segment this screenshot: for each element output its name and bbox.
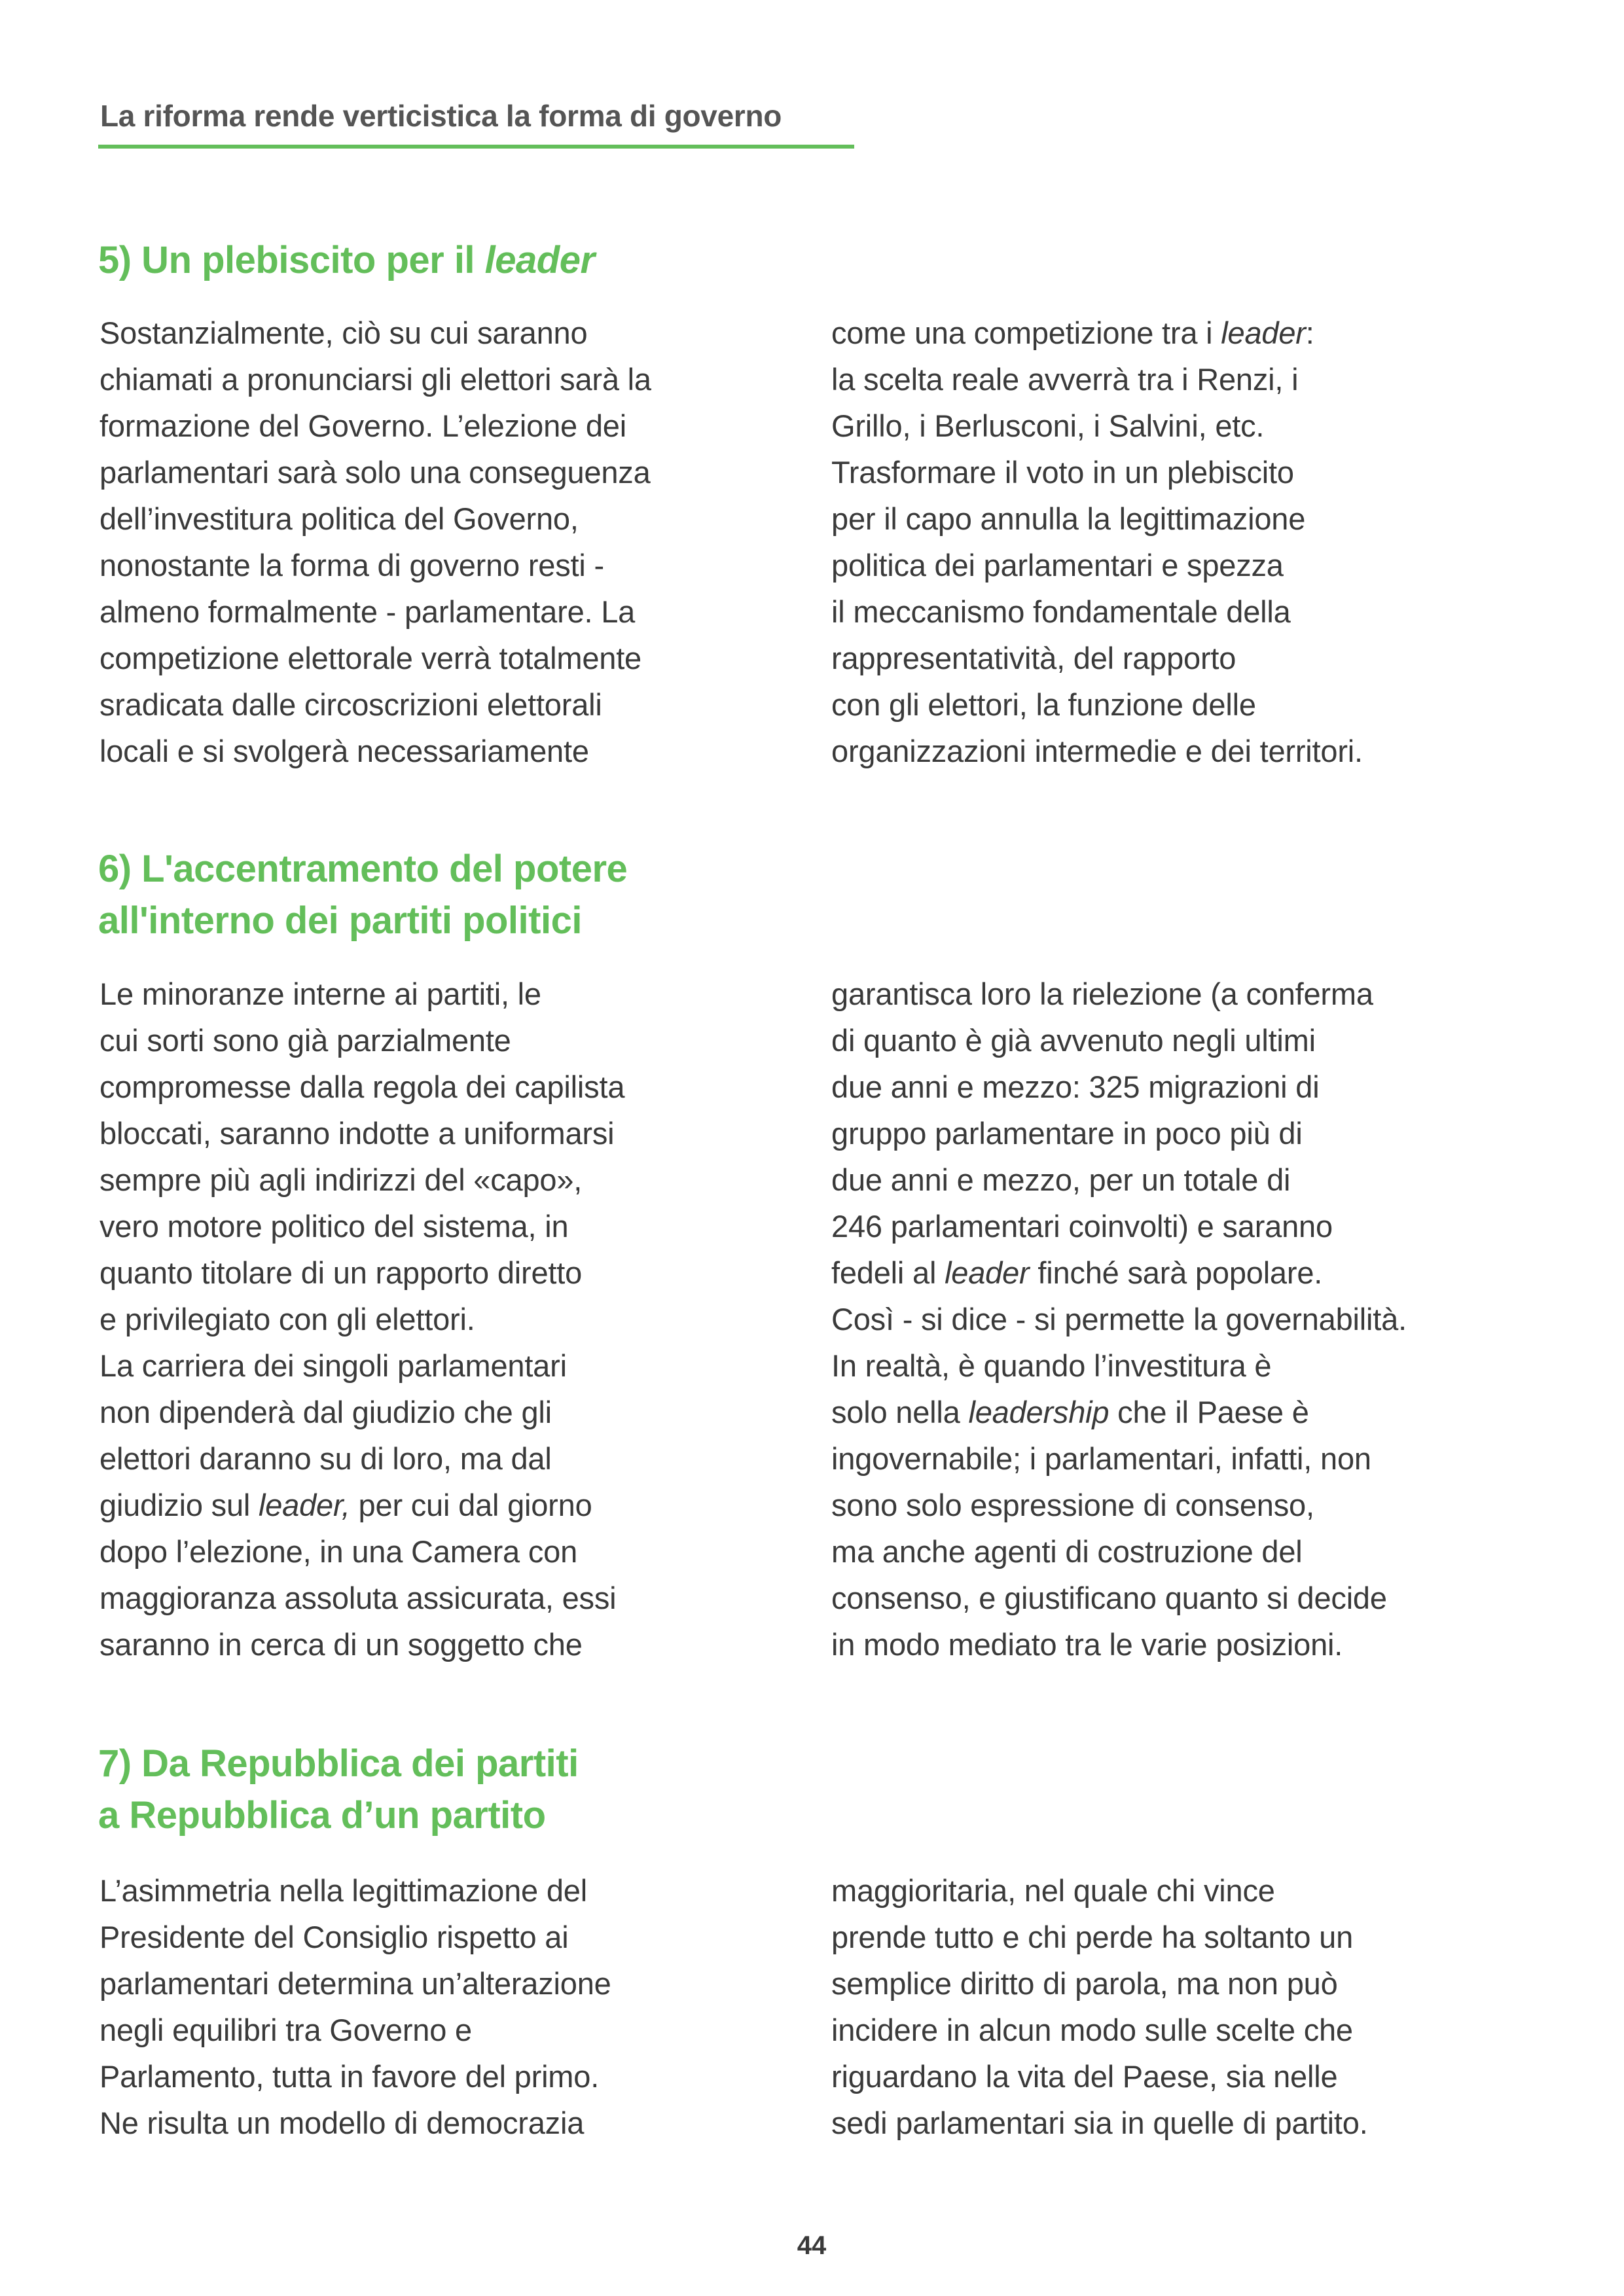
text-line xyxy=(99,1482,624,1528)
text-segment: la scelta reale avverrà tra i Renzi, i xyxy=(831,362,1299,397)
text-line xyxy=(831,1110,1407,1157)
text-segment: formazione del Governo. L’elezione dei xyxy=(99,408,626,443)
section-heading xyxy=(98,234,595,286)
text-segment: La carriera dei singoli parlamentari xyxy=(99,1348,567,1383)
text-line xyxy=(99,542,651,588)
text-line xyxy=(831,1867,1368,1914)
section-left-column xyxy=(99,1867,611,2146)
text-segment: gruppo parlamentare in poco più di xyxy=(831,1116,1303,1151)
text-segment: e privilegiato con gli elettori. xyxy=(99,1302,475,1336)
page-number: 44 xyxy=(797,2231,827,2260)
text-line xyxy=(99,356,651,403)
text-line xyxy=(831,728,1363,774)
text-segment: con gli elettori, la funzione delle xyxy=(831,687,1256,722)
text-line xyxy=(99,2007,611,2053)
text-segment: locali e si svolgerà necessariamente xyxy=(99,734,589,768)
text-line xyxy=(831,495,1363,542)
section-left-column xyxy=(99,310,651,774)
text-line xyxy=(99,1621,624,1668)
text-segment: 6) L'accentramento del potere xyxy=(98,848,628,890)
text-line xyxy=(831,635,1363,681)
text-segment: organizzazioni intermedie e dei territori. xyxy=(831,734,1363,768)
text-segment: per cui dal giorno xyxy=(350,1488,592,1522)
text-line xyxy=(831,1017,1407,1064)
text-segment: compromesse dalla regola dei capilista xyxy=(99,1069,625,1104)
section-heading xyxy=(98,1738,579,1841)
text-line xyxy=(831,2100,1368,2146)
italic-text: leader xyxy=(1221,315,1306,350)
text-line xyxy=(98,843,627,895)
text-segment: : xyxy=(1305,315,1314,350)
text-line xyxy=(831,356,1363,403)
text-segment: Le minoranze interne ai partiti, le xyxy=(99,977,541,1011)
text-segment: semplice diritto di parola, ma non può xyxy=(831,1966,1338,2001)
italic-text: leader xyxy=(945,1255,1030,1290)
text-line xyxy=(99,681,651,728)
text-line xyxy=(99,1342,624,1389)
text-line xyxy=(831,1528,1407,1575)
text-segment: per il capo annulla la legittimazione xyxy=(831,501,1306,536)
text-line xyxy=(99,1575,624,1621)
text-segment: Presidente del Consiglio rispetto ai xyxy=(99,1920,569,1954)
text-line xyxy=(98,234,595,286)
text-line xyxy=(831,1482,1407,1528)
text-line xyxy=(99,1960,611,2007)
text-segment: L’asimmetria nella legittimazione del xyxy=(99,1873,587,1908)
running-head: La riforma rende verticistica la forma di governo xyxy=(100,99,782,133)
text-line xyxy=(99,1914,611,1960)
text-line xyxy=(831,1435,1407,1482)
text-line xyxy=(831,2053,1368,2100)
text-line xyxy=(831,449,1363,495)
text-segment: politica dei parlamentari e spezza xyxy=(831,548,1284,583)
text-segment: In realtà, è quando l’investitura è xyxy=(831,1348,1272,1383)
text-line xyxy=(831,1914,1368,1960)
text-line xyxy=(831,588,1363,635)
text-line xyxy=(99,1389,624,1435)
text-segment: all'interno dei partiti politici xyxy=(98,899,582,942)
text-segment: due anni e mezzo, per un totale di xyxy=(831,1162,1291,1197)
text-line xyxy=(831,971,1407,1017)
text-segment: cui sorti sono già parzialmente xyxy=(99,1023,511,1058)
text-segment: come una competizione tra i xyxy=(831,315,1221,350)
text-line xyxy=(99,1867,611,1914)
section-right-column xyxy=(831,971,1407,1668)
text-segment: non dipenderà dal giudizio che gli xyxy=(99,1395,552,1429)
text-segment: 7) Da Repubblica dei partiti xyxy=(98,1742,579,1785)
text-segment: parlamentari sarà solo una conseguenza xyxy=(99,455,651,490)
text-line xyxy=(99,1064,624,1110)
text-segment: due anni e mezzo: 325 migrazioni di xyxy=(831,1069,1320,1104)
section-left-column xyxy=(99,971,624,1668)
text-segment: consenso, e giustificano quanto si decide xyxy=(831,1581,1387,1615)
text-segment: Parlamento, tutta in favore del primo. xyxy=(99,2059,600,2094)
text-line xyxy=(831,1621,1407,1668)
text-line xyxy=(831,681,1363,728)
italic-text: leadership xyxy=(968,1395,1110,1429)
text-segment: Trasformare il voto in un plebiscito xyxy=(831,455,1294,490)
text-line xyxy=(831,542,1363,588)
text-segment: quanto titolare di un rapporto diretto xyxy=(99,1255,583,1290)
text-segment: maggioritaria, nel quale chi vince xyxy=(831,1873,1275,1908)
text-line xyxy=(98,1738,579,1789)
text-segment: rappresentatività, del rapporto xyxy=(831,641,1236,675)
text-line xyxy=(99,588,651,635)
text-line xyxy=(99,2053,611,2100)
header-rule xyxy=(98,145,854,149)
text-line xyxy=(99,1249,624,1296)
text-line xyxy=(99,1296,624,1342)
text-line xyxy=(99,1528,624,1575)
text-segment: nonostante la forma di governo resti - xyxy=(99,548,604,583)
text-segment: almeno formalmente - parlamentare. La xyxy=(99,594,636,629)
text-segment: 5) Un plebiscito per il xyxy=(98,239,485,281)
text-line xyxy=(99,728,651,774)
text-line xyxy=(99,449,651,495)
text-segment: dopo l’elezione, in una Camera con xyxy=(99,1534,578,1569)
text-segment: riguardano la vita del Paese, sia nelle xyxy=(831,2059,1338,2094)
text-segment: elettori daranno su di loro, ma dal xyxy=(99,1441,552,1476)
text-line xyxy=(99,310,651,356)
text-segment: di quanto è già avvenuto negli ultimi xyxy=(831,1023,1316,1058)
text-segment: dell’investitura politica del Governo, xyxy=(99,501,579,536)
text-segment: sradicata dalle circoscrizioni elettorali xyxy=(99,687,602,722)
text-line xyxy=(831,1064,1407,1110)
text-segment: 246 parlamentari coinvolti) e saranno xyxy=(831,1209,1333,1244)
section-right-column xyxy=(831,310,1363,774)
text-segment: negli equilibri tra Governo e xyxy=(99,2013,472,2047)
text-segment: sedi parlamentari sia in quelle di partito. xyxy=(831,2106,1368,2140)
text-segment: che il Paese è xyxy=(1109,1395,1309,1429)
text-line xyxy=(99,1203,624,1249)
section-right-column xyxy=(831,1867,1368,2146)
text-line xyxy=(98,1789,579,1841)
text-line xyxy=(831,1389,1407,1435)
text-line xyxy=(831,403,1363,449)
italic-text: leader, xyxy=(258,1488,350,1522)
text-line xyxy=(831,1249,1407,1296)
text-segment: solo nella xyxy=(831,1395,969,1429)
text-segment: competizione elettorale verrà totalmente xyxy=(99,641,641,675)
text-segment: in modo mediato tra le varie posizioni. xyxy=(831,1627,1343,1662)
text-line xyxy=(831,1157,1407,1203)
text-line xyxy=(99,1435,624,1482)
text-line xyxy=(99,403,651,449)
text-line xyxy=(99,635,651,681)
text-segment: sempre più agli indirizzi del «capo», xyxy=(99,1162,583,1197)
text-segment: fedeli al xyxy=(831,1255,945,1290)
text-segment: maggioranza assoluta assicurata, essi xyxy=(99,1581,617,1615)
text-segment: parlamentari determina un’alterazione xyxy=(99,1966,611,2001)
text-segment: a Repubblica d’un partito xyxy=(98,1794,546,1837)
italic-text: leader xyxy=(484,239,595,281)
text-line xyxy=(99,1110,624,1157)
text-segment: giudizio sul xyxy=(99,1488,259,1522)
text-line xyxy=(99,1157,624,1203)
text-segment: Ne risulta un modello di democrazia xyxy=(99,2106,585,2140)
text-segment: ma anche agenti di costruzione del xyxy=(831,1534,1303,1569)
text-line xyxy=(831,2007,1368,2053)
text-line xyxy=(831,1960,1368,2007)
section-heading xyxy=(98,843,627,946)
text-segment: sono solo espressione di consenso, xyxy=(831,1488,1314,1522)
text-segment: chiamati a pronunciarsi gli elettori sarà la xyxy=(99,362,651,397)
text-segment: bloccati, saranno indotte a uniformarsi xyxy=(99,1116,615,1151)
text-segment: finché sarà popolare. xyxy=(1029,1255,1323,1290)
text-segment: il meccanismo fondamentale della xyxy=(831,594,1291,629)
text-line xyxy=(98,895,627,946)
text-line xyxy=(99,2100,611,2146)
text-line xyxy=(99,495,651,542)
text-segment: prende tutto e chi perde ha soltanto un xyxy=(831,1920,1354,1954)
text-line xyxy=(99,971,624,1017)
text-segment: saranno in cerca di un soggetto che xyxy=(99,1627,583,1662)
text-line xyxy=(831,310,1363,356)
text-line xyxy=(831,1342,1407,1389)
text-line xyxy=(831,1203,1407,1249)
text-line xyxy=(99,1017,624,1064)
text-line xyxy=(831,1296,1407,1342)
text-segment: Così - si dice - si permette la governabilità. xyxy=(831,1302,1407,1336)
text-segment: Sostanzialmente, ciò su cui saranno xyxy=(99,315,588,350)
text-line xyxy=(831,1575,1407,1621)
text-segment: Grillo, i Berlusconi, i Salvini, etc. xyxy=(831,408,1265,443)
text-segment: ingovernabile; i parlamentari, infatti, non xyxy=(831,1441,1371,1476)
text-segment: garantisca loro la rielezione (a conferma xyxy=(831,977,1373,1011)
text-segment: incidere in alcun modo sulle scelte che xyxy=(831,2013,1353,2047)
text-segment: vero motore politico del sistema, in xyxy=(99,1209,569,1244)
